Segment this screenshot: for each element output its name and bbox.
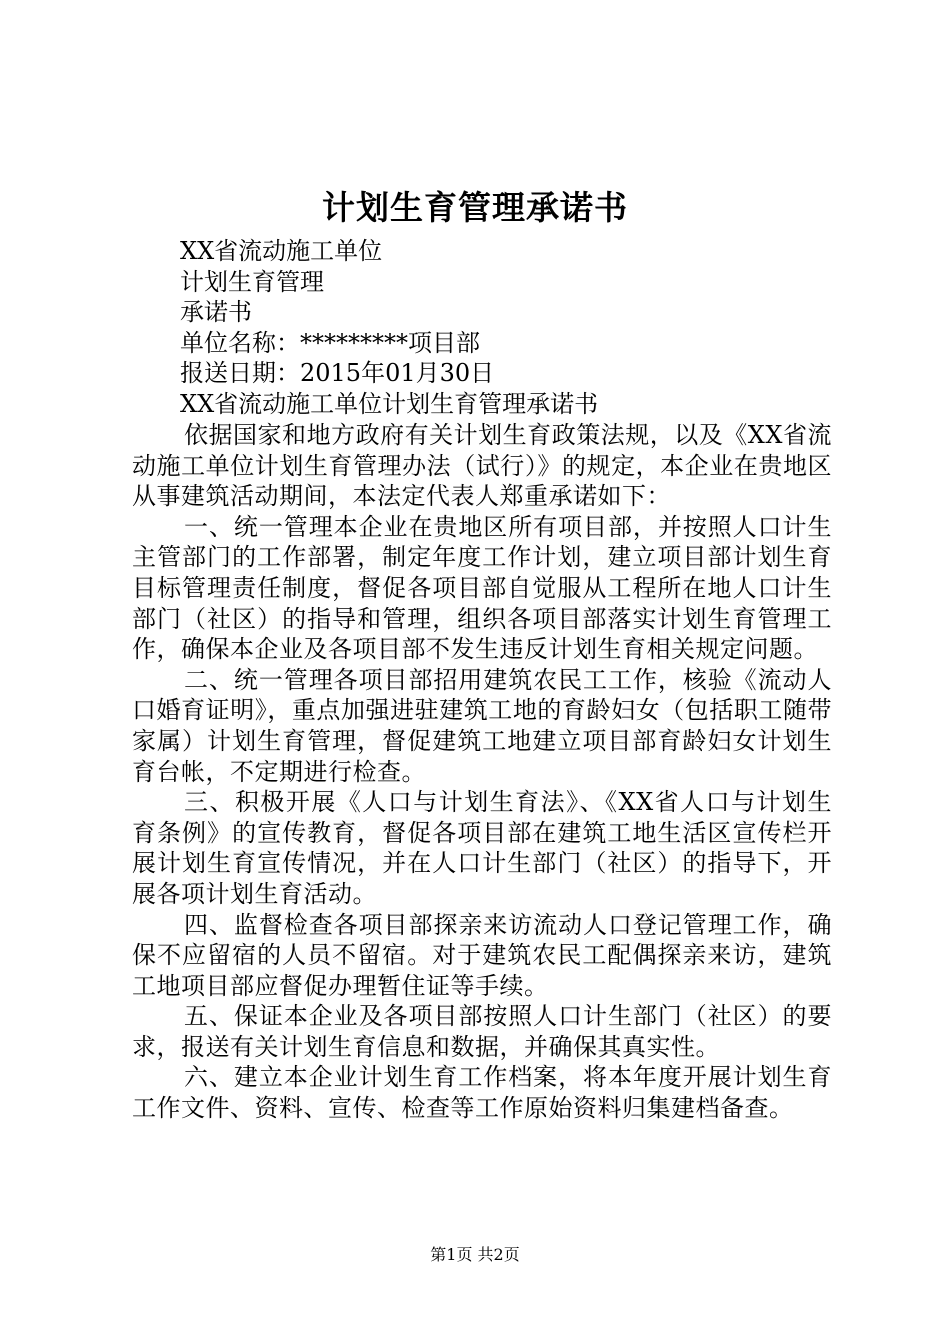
document-body xyxy=(132,420,832,1124)
page-footer: 第1页 共2页 xyxy=(430,1245,520,1264)
paragraph-intro: 依据国家和地方政府有关计划生育政策法规，以及《XX省流动施工单位计划生育管理办法（试行）》的规定，本企业在贵地区从事建筑活动期间，本法定代表人郑重承诺如下： xyxy=(132,421,832,511)
paragraph-item-3: 三、积极开展《人口与计划生育法》、《XX省人口与计划生育条例》的宣传教育，督促各项目部在建筑工地生活区宣传栏开展计划生育宣传情况，并在人口计生部门（社区）的指导下，开展各项计划生育活动。 xyxy=(132,788,832,908)
paragraph-item-6: 六、建立本企业计划生育工作档案，将本年度开展计划生育工作文件、资料、宣传、检查等工作原始资料归集建档备查。 xyxy=(132,1063,832,1123)
paragraph-item-2: 二、统一管理各项目部招用建筑农民工工作，核验《流动人口婚育证明》，重点加强进驻建筑工地的育龄妇女（包括职工随带家属）计划生育管理，督促建筑工地建立项目部育龄妇女计划生育台帐，不定期进行检查。 xyxy=(132,665,832,786)
paragraph-item-1: 一、统一管理本企业在贵地区所有项目部，并按照人口计生主管部门的工作部署，制定年度工作计划，建立项目部计划生育目标管理责任制度，督促各项目部自觉服从工程所在地人口计生部门（社区）的指导和管理，组织各项目部落实计划生育管理工作，确保本企业及各项目部不发生违反计划生育相关规定问题。 xyxy=(132,512,832,664)
paragraph-item-5: 五、保证本企业及各项目部按照人口计生部门（社区）的要求，报送有关计划生育信息和数据，并确保其真实性。 xyxy=(132,1002,832,1061)
header-line-type: 承诺书 xyxy=(180,298,252,326)
header-line-subject: 计划生育管理 xyxy=(180,267,324,296)
header-line-date: 报送日期：2015年01月30日 xyxy=(180,359,495,387)
paragraph-item-4: 四、监督检查各项目部探亲来访流动人口登记管理工作，确保不应留宿的人员不留宿。对于建筑农民工配偶探亲来访，建筑工地项目部应督促办理暂住证等手续。 xyxy=(132,910,832,1000)
header-line-org: XX省流动施工单位 xyxy=(180,237,383,265)
header-line-full-title: XX省流动施工单位计划生育管理承诺书 xyxy=(180,389,599,418)
document-title: 计划生育管理承诺书 xyxy=(322,188,628,227)
header-line-unit-name: 单位名称：*********项目部 xyxy=(180,328,480,357)
header-block xyxy=(180,236,860,419)
